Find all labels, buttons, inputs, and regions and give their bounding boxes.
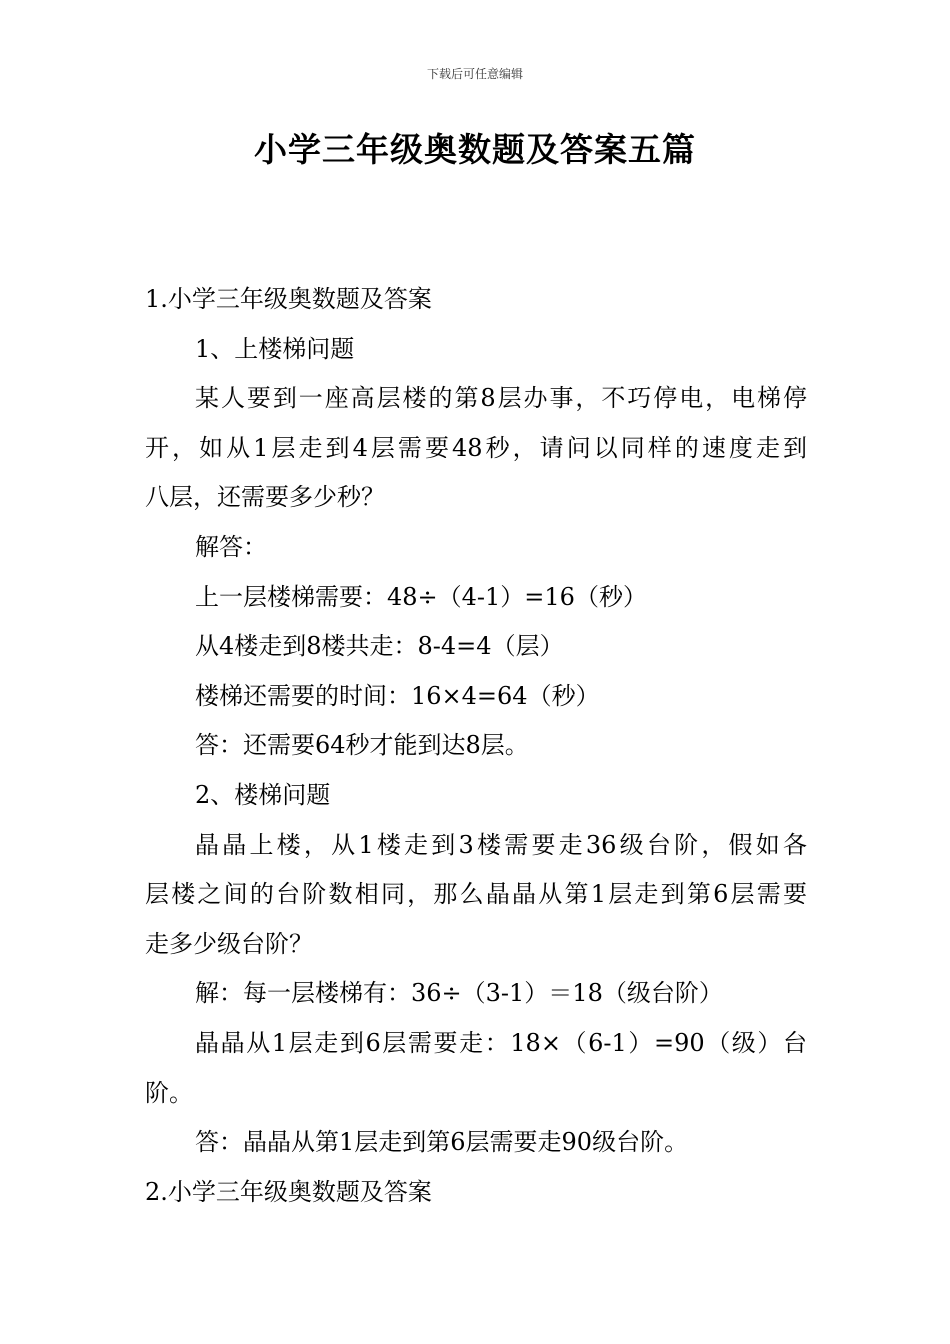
text-line: 晶晶从1层走到6层需要走：18×（6-1）=90（级）台 (195, 1028, 807, 1057)
text-line: 解答： (195, 532, 267, 561)
text-line: 八层，还需要多少秒？ (145, 483, 385, 512)
text-line: 2、楼梯问题 (195, 780, 331, 809)
header-note: 下载后可任意编辑 (426, 67, 523, 81)
text-line: 晶晶上楼，从1楼走到3楼需要走36级台阶，假如各 (195, 830, 807, 859)
text-line: 从4楼走到8楼共走：8-4=4（层） (195, 632, 564, 661)
text-line: 上一层楼梯需要：48÷（4-1）=16（秒） (195, 582, 647, 611)
document-body (145, 275, 807, 1217)
text-line: 1.小学三年级奥数题及答案 (145, 285, 432, 313)
text-line: 2.小学三年级奥数题及答案 (145, 1177, 432, 1206)
text-line: 阶。 (145, 1078, 193, 1107)
text-line: 某人要到一座高层楼的第8层办事，不巧停电，电梯停 (195, 384, 807, 413)
text-line: 答：还需要64秒才能到达8层。 (195, 731, 529, 760)
text-line: 层楼之间的台阶数相同，那么晶晶从第1层走到第6层需要 (145, 880, 807, 909)
text-line: 开，如从1层走到4层需要48秒，请问以同样的速度走到 (145, 433, 807, 462)
text-line: 答：晶晶从第1层走到第6层需要走90级台阶。 (195, 1128, 689, 1157)
text-line: 解：每一层楼梯有：36÷（3-1）＝18（级台阶） (195, 979, 723, 1008)
text-line: 楼梯还需要的时间：16×4=64（秒） (195, 681, 600, 710)
text-line: 走多少级台阶？ (145, 929, 313, 958)
text-line: 1、上楼梯问题 (195, 334, 355, 363)
document-title: 小学三年级奥数题及答案五篇 (254, 130, 696, 169)
